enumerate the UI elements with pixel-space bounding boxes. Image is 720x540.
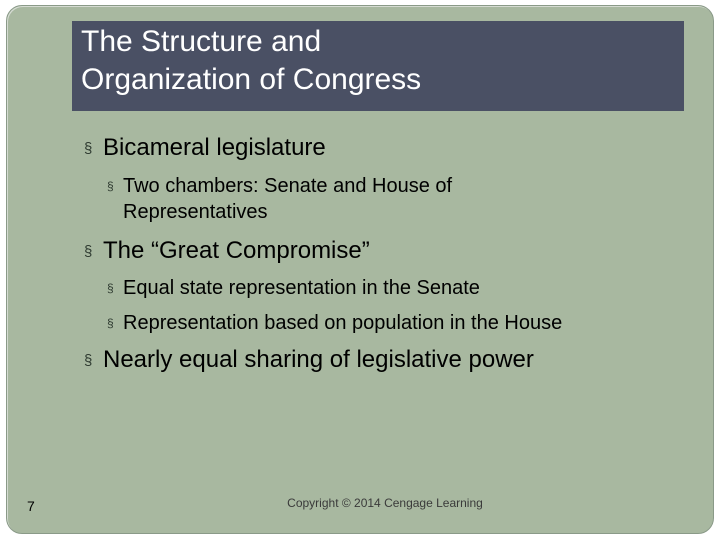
sub-bullet-marker-icon: § bbox=[107, 179, 114, 193]
sub-bullet-marker-icon: § bbox=[107, 281, 114, 295]
bullet-marker-icon: § bbox=[84, 352, 93, 369]
bullet-text: The “Great Compromise” bbox=[103, 237, 370, 264]
sub-bullet-text: Representation based on population in the House bbox=[123, 312, 563, 334]
bullet-marker-icon: § bbox=[84, 243, 93, 260]
sub-bullet-text: Two chambers: Senate and House of Representatives bbox=[123, 175, 453, 223]
bullet-text: Bicameral legislature bbox=[103, 134, 326, 161]
bullet-marker-icon: § bbox=[84, 140, 93, 157]
slide-number: 7 bbox=[27, 498, 35, 514]
sub-bullet-text: Equal state representation in the Senate bbox=[123, 277, 480, 299]
slide-title-line-2: Organization of Congress bbox=[81, 63, 422, 96]
bullet-text: Nearly equal sharing of legislative power bbox=[103, 346, 534, 373]
slide-title-line-1: The Structure and bbox=[81, 25, 322, 58]
copyright-footer: Copyright © 2014 Cengage Learning bbox=[287, 496, 483, 510]
sub-bullet-marker-icon: § bbox=[107, 316, 114, 330]
